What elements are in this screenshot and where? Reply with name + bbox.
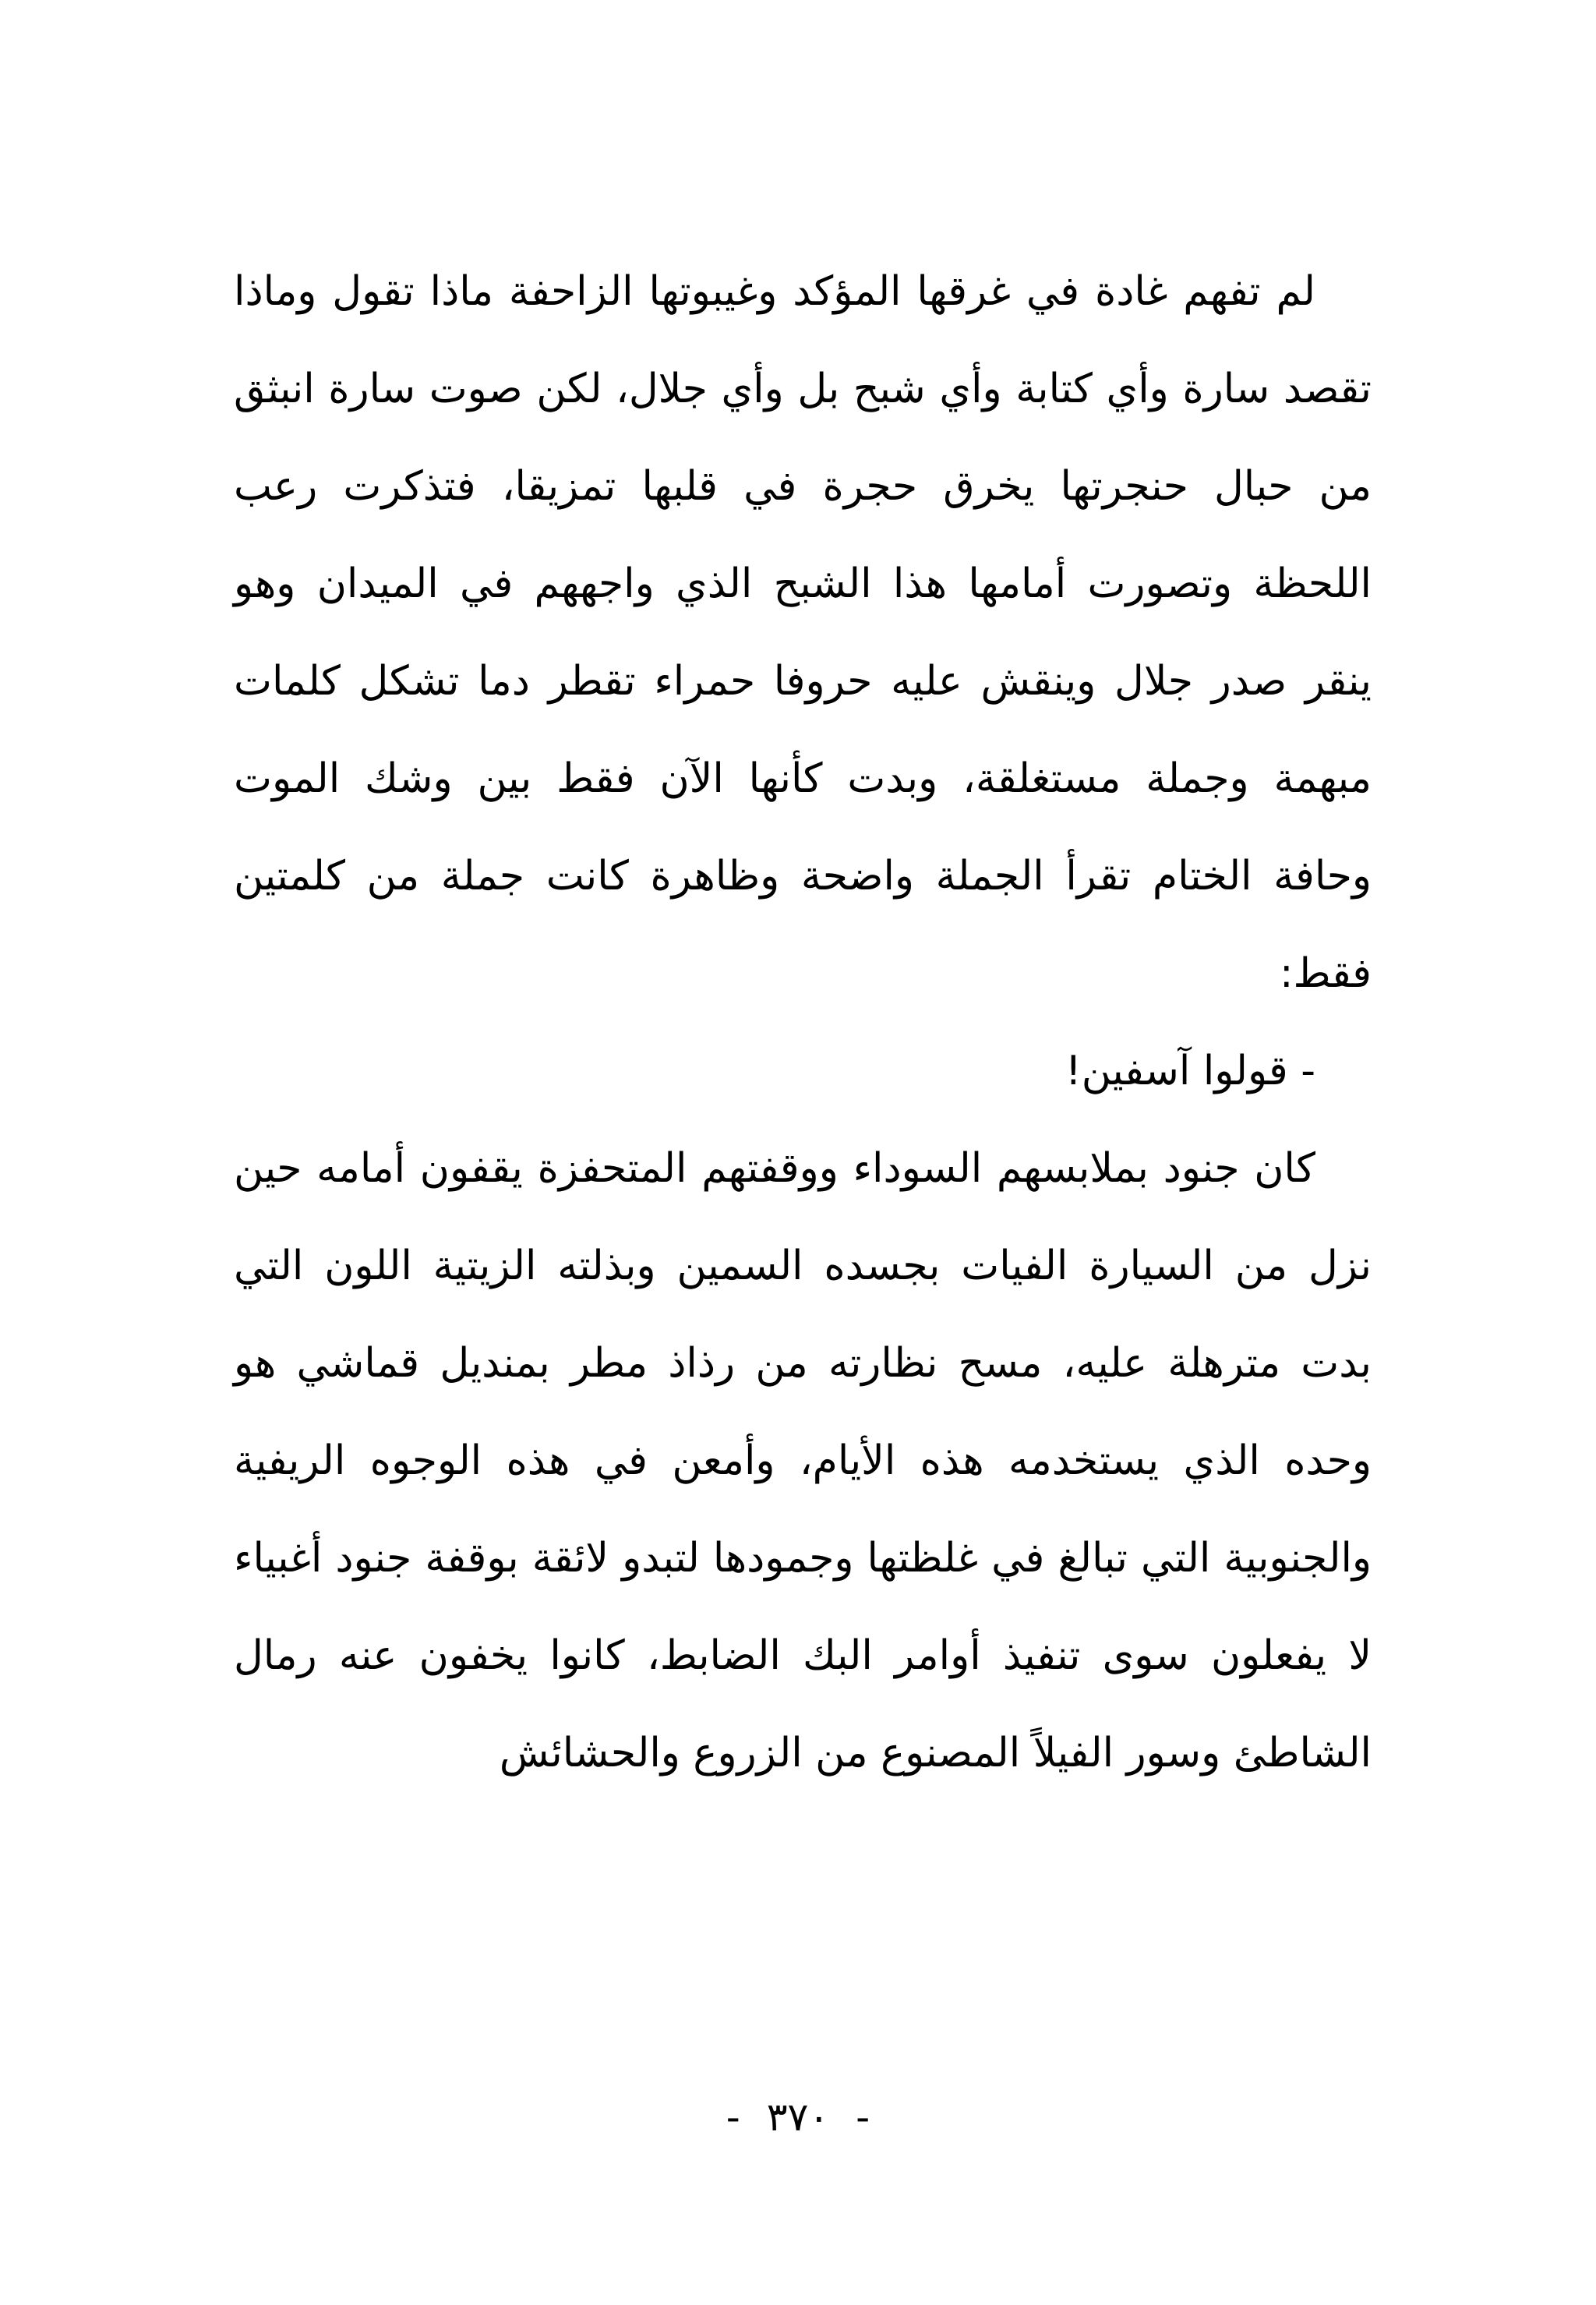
page-number: - ٣٧٠ -: [726, 2095, 870, 2140]
paragraph-2: كان جنود بملابسهم السوداء ووقفتهم المتحفزة يقفون أمامه حين نزل من السيارة الفيات بجسده السمين وبذلته الزيتية اللون التي بدت مترهلة عليه، مسح نظارته من رذاذ مطر بمنديل قماشي هو وحده الذي يستخدمه هذه الأيام، وأمعن في هذه الوجوه الريفية والجنوبية التي تبالغ في غلظتها وجمودها لتبدو لائقة بوقفة جنود أغبياء لا يفعلون سوى تنفيذ أوامر البك الضابط، كانوا يخفون عنه رمال الشاطئ وسور الفيلاً المصنوع من الزروع والحشائش: [234, 1145, 1372, 1776]
body-text: [234, 243, 1372, 1802]
dialogue-line: - قولوا آسفين!: [1065, 1048, 1315, 1094]
paragraph-1: لم تفهم غادة في غرقها المؤكد وغيبوتها الزاحفة ماذا تقول وماذا تقصد سارة وأي كتابة وأي شبح بل وأي جلال، لكن صوت سارة انبثق من حبال حنجرتها يخرق حجرة في قلبها تمزيقا، فتذكرت رعب اللحظة وتصورت أمامها هذا الشبح الذي واجههم في الميدان وهو ينقر صدر جلال وينقش عليه حروفا حمراء تقطر دما تشكل كلمات مبهمة وجملة مستغلقة، وبدت كأنها الآن فقط بين وشك الموت وحافة الختام تقرأ الجملة واضحة وظاهرة كانت جملة من كلمتين فقط:: [234, 268, 1372, 997]
